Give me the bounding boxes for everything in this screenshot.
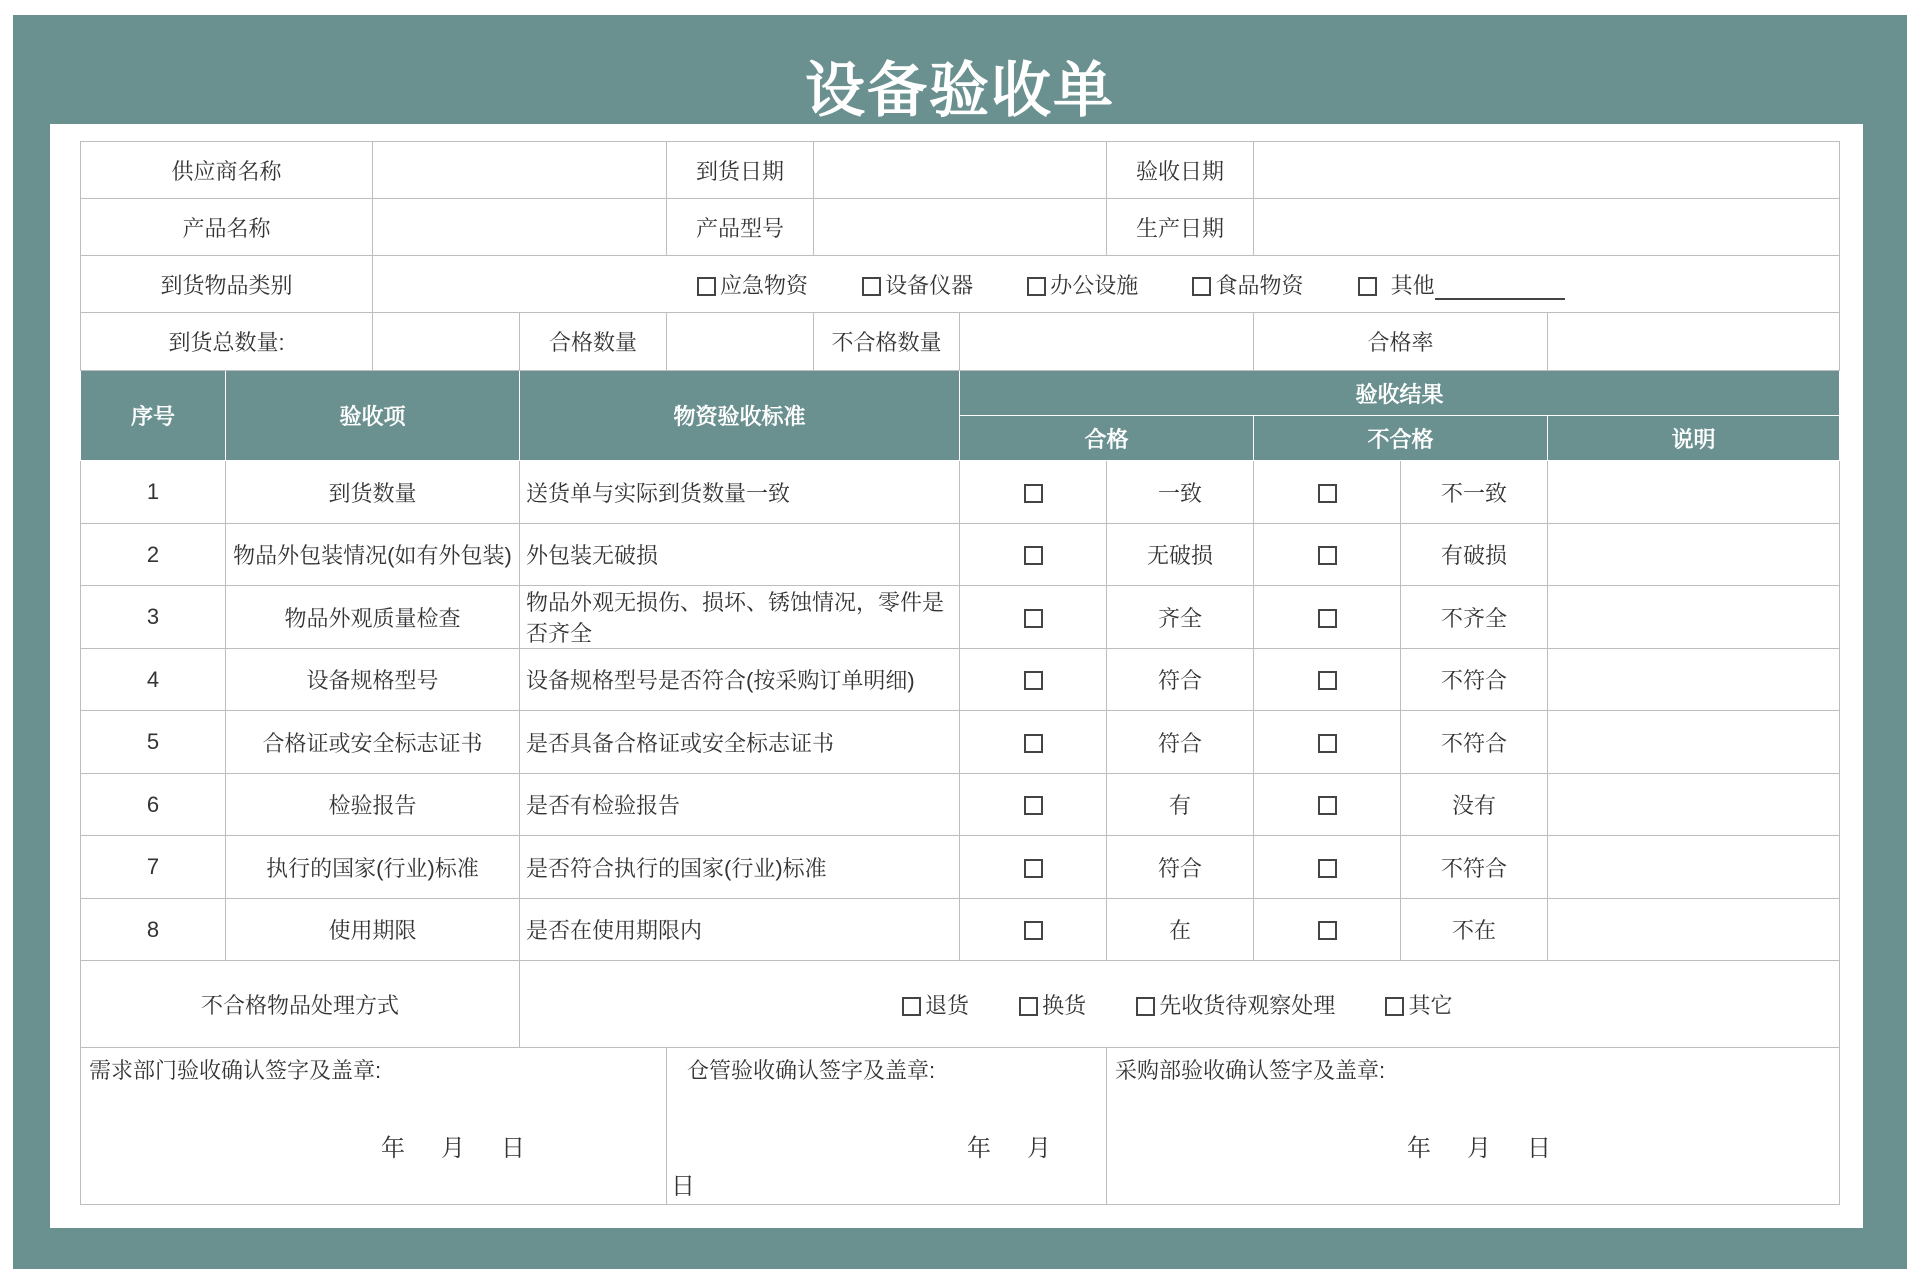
category-option[interactable]: 办公设施	[1027, 269, 1138, 300]
row-fail-text: 不在	[1401, 899, 1548, 961]
row-pass-text: 在	[1107, 899, 1254, 961]
checkbox-icon[interactable]	[1024, 546, 1043, 565]
warehouse-signature-cell[interactable]	[667, 1048, 1107, 1205]
category-option-other[interactable]: 其他	[1358, 269, 1565, 300]
pass-checkbox-cell[interactable]	[960, 836, 1107, 899]
row-note-field[interactable]	[1548, 461, 1840, 524]
row-note-field[interactable]	[1548, 711, 1840, 774]
row-no: 2	[81, 524, 226, 586]
product-name-label: 产品名称	[81, 199, 373, 256]
table-row	[81, 836, 1840, 899]
demand-signature-cell[interactable]	[81, 1048, 667, 1205]
pass-checkbox-cell[interactable]	[960, 524, 1107, 586]
fail-checkbox-cell[interactable]	[1254, 711, 1401, 774]
checkbox-icon[interactable]	[1019, 997, 1038, 1016]
header-pass: 合格	[960, 416, 1254, 461]
row-pass-text: 符合	[1107, 711, 1254, 774]
row-pass-text: 一致	[1107, 461, 1254, 524]
row-standard: 是否符合执行的国家(行业)标准	[520, 836, 960, 899]
checkbox-icon[interactable]	[1318, 609, 1337, 628]
pass-qty-label: 合格数量	[520, 313, 667, 371]
row-note-field[interactable]	[1548, 774, 1840, 836]
row-standard: 是否在使用期限内	[520, 899, 960, 961]
row-no: 4	[81, 649, 226, 711]
production-date-field[interactable]	[1254, 199, 1840, 256]
row-standard: 外包装无破损	[520, 524, 960, 586]
pass-checkbox-cell[interactable]	[960, 586, 1107, 649]
row-pass-text: 齐全	[1107, 586, 1254, 649]
header-fail: 不合格	[1254, 416, 1548, 461]
checkbox-icon[interactable]	[1024, 796, 1043, 815]
purchase-signature-label: 采购部验收确认签字及盖章:	[1115, 1058, 1386, 1083]
checkbox-icon[interactable]	[697, 277, 716, 296]
row-fail-text: 不一致	[1401, 461, 1548, 524]
row-fail-text: 不符合	[1401, 711, 1548, 774]
row-pass-text: 符合	[1107, 836, 1254, 899]
row-note-field[interactable]	[1548, 524, 1840, 586]
header-standard: 物资验收标准	[520, 371, 960, 461]
header-note: 说明	[1548, 416, 1840, 461]
row-item: 检验报告	[226, 774, 520, 836]
row-standard: 是否具备合格证或安全标志证书	[520, 711, 960, 774]
checkbox-icon[interactable]	[1318, 546, 1337, 565]
row-item: 物品外包装情况(如有外包装)	[226, 524, 520, 586]
row-item: 合格证或安全标志证书	[226, 711, 520, 774]
category-option[interactable]: 应急物资	[697, 269, 808, 300]
row-fail-text: 没有	[1401, 774, 1548, 836]
table-row	[81, 774, 1840, 836]
page-title: 设备验收单	[805, 57, 1115, 124]
checkbox-icon[interactable]	[1192, 277, 1211, 296]
product-model-label: 产品型号	[667, 199, 814, 256]
handling-option[interactable]: 其它	[1385, 989, 1452, 1020]
signature-date: 年 月	[967, 1135, 1052, 1162]
acceptance-table	[80, 141, 1840, 1205]
row-note-field[interactable]	[1548, 586, 1840, 649]
row-pass-text: 有	[1107, 774, 1254, 836]
product-name-field[interactable]	[373, 199, 667, 256]
production-date-label: 生产日期	[1107, 199, 1254, 256]
checkbox-icon[interactable]	[1318, 671, 1337, 690]
demand-signature-label: 需求部门验收确认签字及盖章:	[89, 1058, 382, 1083]
fail-checkbox-cell[interactable]	[1254, 899, 1401, 961]
row-standard: 送货单与实际到货数量一致	[520, 461, 960, 524]
fail-qty-label: 不合格数量	[814, 313, 960, 371]
header-item: 验收项	[226, 371, 520, 461]
total-qty-field[interactable]	[373, 313, 520, 371]
purchase-signature-cell[interactable]	[1107, 1048, 1840, 1205]
handling-option[interactable]: 先收货待观察处理	[1136, 989, 1335, 1020]
table-row	[81, 586, 1840, 649]
other-input-line[interactable]	[1435, 280, 1565, 300]
signature-date: 年 月 日	[381, 1135, 525, 1162]
handling-label: 不合格物品处理方式	[81, 961, 520, 1048]
supplier-label: 供应商名称	[81, 142, 373, 199]
checkbox-icon[interactable]	[1024, 859, 1043, 878]
checkbox-icon[interactable]	[1318, 734, 1337, 753]
table-row	[81, 711, 1840, 774]
row-note-field[interactable]	[1548, 836, 1840, 899]
category-option[interactable]: 设备仪器	[862, 269, 973, 300]
row-fail-text: 不符合	[1401, 836, 1548, 899]
row-item: 设备规格型号	[226, 649, 520, 711]
row-no: 1	[81, 461, 226, 524]
checkbox-icon[interactable]	[1027, 277, 1046, 296]
handling-options	[520, 961, 1840, 1048]
row-item: 执行的国家(行业)标准	[226, 836, 520, 899]
checkbox-icon[interactable]	[1024, 921, 1043, 940]
arrival-date-field[interactable]	[814, 142, 1107, 199]
accept-date-label: 验收日期	[1107, 142, 1254, 199]
pass-checkbox-cell[interactable]	[960, 774, 1107, 836]
fail-checkbox-cell[interactable]	[1254, 586, 1401, 649]
accept-date-field[interactable]	[1254, 142, 1840, 199]
checkbox-icon[interactable]	[1136, 997, 1155, 1016]
fail-checkbox-cell[interactable]	[1254, 524, 1401, 586]
checkbox-icon[interactable]	[1318, 484, 1337, 503]
pass-checkbox-cell[interactable]	[960, 461, 1107, 524]
pass-qty-field[interactable]	[667, 313, 814, 371]
checkbox-icon[interactable]	[1385, 997, 1404, 1016]
fail-checkbox-cell[interactable]	[1254, 774, 1401, 836]
row-note-field[interactable]	[1548, 649, 1840, 711]
category-options	[373, 256, 1840, 313]
row-fail-text: 不齐全	[1401, 586, 1548, 649]
fail-checkbox-cell[interactable]	[1254, 461, 1401, 524]
row-standard: 是否有检验报告	[520, 774, 960, 836]
row-fail-text: 有破损	[1401, 524, 1548, 586]
checkbox-icon[interactable]	[1318, 796, 1337, 815]
checkbox-icon[interactable]	[1024, 734, 1043, 753]
header-no: 序号	[81, 371, 226, 461]
table-row	[81, 461, 1840, 524]
checkbox-icon[interactable]	[1318, 859, 1337, 878]
checkbox-icon[interactable]	[1358, 277, 1377, 296]
row-no: 6	[81, 774, 226, 836]
checkbox-icon[interactable]	[1024, 484, 1043, 503]
form-frame	[13, 15, 1907, 1269]
handling-option[interactable]: 退货	[902, 989, 969, 1020]
header-result: 验收结果	[960, 371, 1840, 416]
row-item: 物品外观质量检查	[226, 586, 520, 649]
row-standard: 设备规格型号是否符合(按采购订单明细)	[520, 649, 960, 711]
row-item: 到货数量	[226, 461, 520, 524]
row-standard: 物品外观无损伤、损坏、锈蚀情况，零件是否齐全	[520, 586, 960, 649]
row-no: 5	[81, 711, 226, 774]
product-model-field[interactable]	[814, 199, 1107, 256]
row-item: 使用期限	[226, 899, 520, 961]
row-no: 3	[81, 586, 226, 649]
checkbox-icon[interactable]	[902, 997, 921, 1016]
category-label: 到货物品类别	[81, 256, 373, 313]
table-row	[81, 899, 1840, 961]
checkbox-icon[interactable]	[862, 277, 881, 296]
checkbox-icon[interactable]	[1318, 921, 1337, 940]
row-note-field[interactable]	[1548, 899, 1840, 961]
signature-date: 年 月 日	[1407, 1135, 1552, 1162]
pass-rate-field[interactable]	[1548, 313, 1840, 371]
pass-rate-label: 合格率	[1254, 313, 1548, 371]
fail-checkbox-cell[interactable]	[1254, 836, 1401, 899]
warehouse-signature-label: 仓管验收确认签字及盖章:	[687, 1058, 936, 1083]
row-pass-text: 无破损	[1107, 524, 1254, 586]
row-fail-text: 不符合	[1401, 649, 1548, 711]
row-no: 8	[81, 899, 226, 961]
row-pass-text: 符合	[1107, 649, 1254, 711]
fail-qty-field[interactable]	[960, 313, 1254, 371]
supplier-field[interactable]	[373, 142, 667, 199]
arrival-date-label: 到货日期	[667, 142, 814, 199]
row-no: 7	[81, 836, 226, 899]
checkbox-icon[interactable]	[1024, 609, 1043, 628]
signature-day: 日	[671, 1173, 696, 1200]
pass-checkbox-cell[interactable]	[960, 711, 1107, 774]
pass-checkbox-cell[interactable]	[960, 649, 1107, 711]
handling-option[interactable]: 换货	[1019, 989, 1086, 1020]
pass-checkbox-cell[interactable]	[960, 899, 1107, 961]
checkbox-icon[interactable]	[1024, 671, 1043, 690]
table-row	[81, 524, 1840, 586]
total-qty-label: 到货总数量:	[81, 313, 373, 371]
fail-checkbox-cell[interactable]	[1254, 649, 1401, 711]
form-panel	[50, 124, 1863, 1228]
table-row	[81, 649, 1840, 711]
category-option[interactable]: 食品物资	[1192, 269, 1303, 300]
